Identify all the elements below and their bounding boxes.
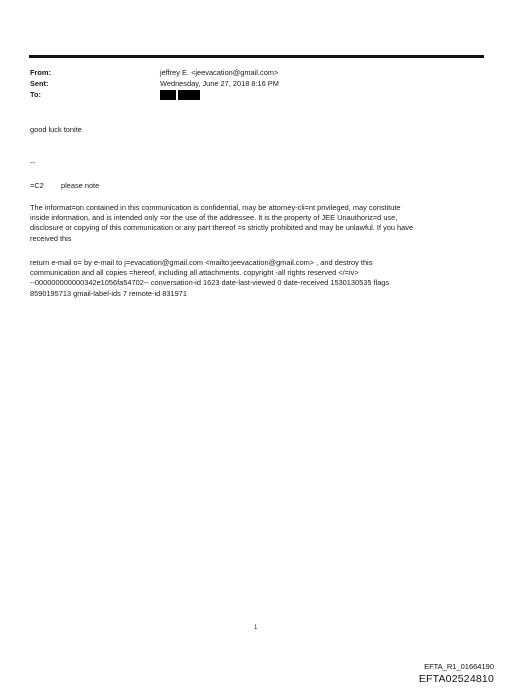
- greeting-text: good luck tonite: [30, 125, 82, 134]
- confidentiality-disclaimer: The informat=on contained in this communication is confidential, may be attorney-cli=nt privileged, may constitute inside information, and is intended only =or the use of the addressee. It is the property of JEE Unauthoriz=d use, disclosure or copying of this communication or any part thereof =s strictly prohibited and may be unlawful. If you have received this: [30, 203, 414, 243]
- from-label: From:: [30, 68, 51, 77]
- footer-id-1: EFTA_R1_01664190: [424, 662, 494, 671]
- signature-marker: =C2: [30, 181, 44, 190]
- from-value: jeffrey E. <jeevacation@gmail.com>: [160, 68, 279, 77]
- redaction-block: [178, 90, 200, 100]
- return-instructions: return e-mail o= by e-mail to j=evacation@gmail.com <mailto:jeevacation@gmail.com> , and destroy this communication and all copies =hereof, including all attachments. copyright -all rights reserved </=iv> --000000000000342e1056fa54702-- conversation-id 1623 date-last-viewed 0 date-received 1530130535 flags 8590195713 gmail-label-ids 7 remote-id 831971: [30, 258, 390, 298]
- redaction-block: [160, 90, 176, 100]
- header-rule: [29, 55, 484, 58]
- sent-label: Sent:: [30, 79, 49, 88]
- signature-note: please note: [61, 181, 100, 190]
- to-label: To:: [30, 90, 41, 99]
- signature-dashes: --: [30, 158, 35, 167]
- email-header: [30, 68, 490, 102]
- to-value-redacted: [160, 90, 200, 100]
- page-number: 1: [254, 625, 258, 631]
- sent-value: Wednesday, June 27, 2018 8:16 PM: [160, 79, 279, 88]
- footer-id-2: EFTA02524810: [418, 673, 494, 685]
